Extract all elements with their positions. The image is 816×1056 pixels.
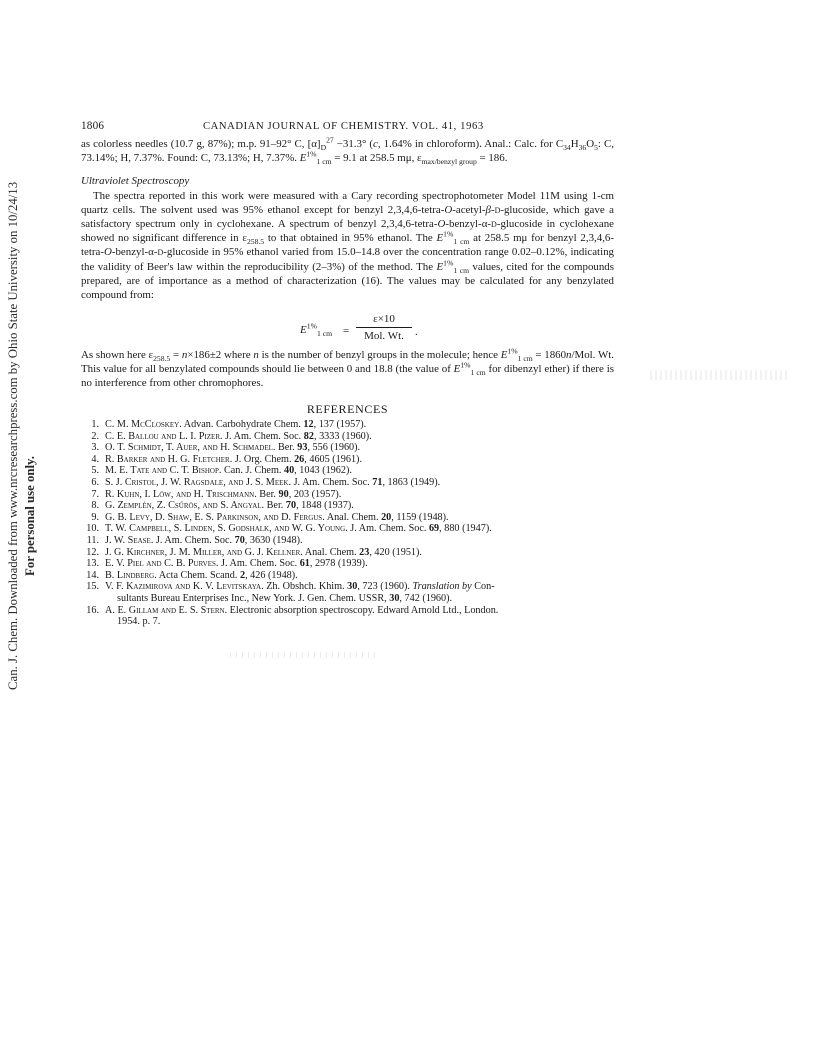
reference-item: 1. C. M. McCloskey. Advan. Carbohydrate Chem. 12, 137 (1957).	[91, 419, 367, 430]
paragraph-calculation: As shown here $\varepsilon_{258.5} = n\times 186\pm 2$ where n is the number of benzyl groups in the molecule; hence $E^{1\%}_{1 cm} = 1860n/Mol$. Wt. This value for all benzylated compounds should lie between 0 and 18.8 (the value of $E^{1\%}_{1 cm}$ for dibenzyl ether) if there is no interference from other chromophores.	[81, 346, 614, 390]
equation-lhs: $E^{1\%}_{1 cm}$	[300, 321, 333, 339]
fraction-numerator: ε×10	[373, 313, 395, 325]
watermark-line-1: Can. J. Chem. Downloaded from www.nrcresearchpress.com by Ohio State University on 10/24/13	[6, 181, 20, 690]
journal-title: CANADIAN JOURNAL OF CHEMISTRY. VOL. 41, 1963	[203, 121, 484, 132]
section-heading: Ultraviolet Spectroscopy	[81, 175, 190, 188]
reference-item: 4. R. Barker and H. G. Fletcher. J. Org. Chem. 26, 4605 (1961).	[91, 453, 362, 465]
equation	[300, 310, 540, 350]
equation-period: .	[415, 326, 418, 338]
reference-item: 5. M. E. Tate and C. T. Bishop. Can. J. Chem. 40, 1043 (1962).	[91, 465, 352, 477]
reference-item: 7. R. Kuhn, I. Löw, and H. Trischmann. Ber. 90, 203 (1957).	[91, 488, 342, 500]
reference-item: 14. B. Lindberg. Acta Chem. Scand. 2, 426 (1948).	[86, 569, 298, 581]
references-list	[81, 419, 614, 628]
references-heading: REFERENCES	[306, 402, 389, 416]
reference-item: 8. G. Zemplén, Z. Csűrös, and S. Angyal. Ber. 70, 1848 (1937).	[91, 500, 354, 512]
paragraph-uv: The spectra reported in this work were measured with a Cary recording spectrophotometer Model 11M using 1-cm quartz cells. The solvent used was 95% ethanol except for benzyl 2,3,4,6-tetra-O-acetyl-β-d-glucoside, which gave a satisfactory spectrum only in cyclohexane. A spectrum of benzyl 2,3,4,6-tetra-O-benzyl-α-d-glucoside in cyclohexane showed no significant difference in $\varepsilon_{258.5}$ to that obtained in 95% ethanol. The $E^{1\%}_{1 cm}$ at 258.5 mμ for benzyl 2,3,4,6-tetra-O-benzyl-α-d-glucoside in 95% ethanol varied from 15.0–14.8 over the concentration range 0.02–0.12%, indicating the validity of Beer's law within the reproducibility (2–3%) of the method. The $E^{1\%}_{1 cm}$ values, cited for the compounds prepared, are of importance as a method of characterization (16). The values may be calculated for any benzylated compound from:	[81, 189, 615, 302]
scan-artifact	[650, 370, 790, 380]
reference-item: 2. C. E. Ballou and L. I. Pizer. J. Am. Chem. Soc. 82, 3333 (1960).	[91, 430, 372, 442]
page-number: 1806	[81, 120, 105, 132]
paragraph-compound: as colorless needles (10.7 g, 87%); m.p. 91–92° C, $[\alpha]_D^{27} -31.3^\circ$ (c, 1.64% in chloroform). Anal.: Calc. for $C_{34}H_{36}O_5$: C, 73.14%; H, 7.37%. Found: C, 73.13%; H, 7.37%. $E^{1\%}_{1 cm} = 9.1$ at 258.5 mμ, $\varepsilon_{max/benzyl group} = 186$.	[81, 135, 614, 167]
download-watermark	[2, 0, 48, 1056]
fraction-bar	[356, 327, 412, 328]
reference-item: 6. S. J. Cristol, J. W. Ragsdale, and J. S. Meek. J. Am. Chem. Soc. 71, 1863 (1949).	[91, 476, 441, 488]
reference-item: 10. T. W. Campbell, S. Linden, S. Godshalk, and W. G. Young. J. Am. Chem. Soc. 69, 880 (1947).	[86, 523, 492, 535]
scan-artifact	[230, 652, 380, 658]
reference-item: 12. J. G. Kirchner, J. M. Miller, and G. J. Kellner. Anal. Chem. 23, 420 (1951).	[86, 546, 422, 558]
watermark-line-2: For personal use only.	[23, 456, 37, 576]
reference-item: 13. E. V. Piel and C. B. Purves. J. Am. Chem. Soc. 61, 2978 (1939).	[86, 558, 368, 570]
reference-item: 15. V. F. Kazimirova and K. V. Levitskaya. Zh. Obshch. Khim. 30, 723 (1960). Translation by Con- sultants Bureau Enterprises Inc., New York. J. Gen. Chem. USSR, 30, 742 (1960).	[86, 581, 495, 604]
equation-fraction	[356, 313, 412, 342]
reference-item: 3. O. T. Schmidt, T. Auer, and H. Schmadel. Ber. 93, 556 (1960).	[91, 442, 361, 454]
reference-item: 11. J. W. Sease. J. Am. Chem. Soc. 70, 3630 (1948).	[86, 534, 303, 546]
fraction-denominator: Mol. Wt.	[364, 330, 404, 342]
main-text	[81, 137, 614, 302]
reference-item: 9. G. B. Levy, D. Shaw, E. S. Parkinson, and D. Fergus. Anal. Chem. 20, 1159 (1948).	[91, 511, 449, 523]
equation-equals: =	[343, 325, 350, 337]
reference-item: 16. A. E. Gillam and E. S. Stern. Electronic absorption spectroscopy. Edward Arnold Ltd., London. 1954. p. 7.	[86, 604, 499, 628]
